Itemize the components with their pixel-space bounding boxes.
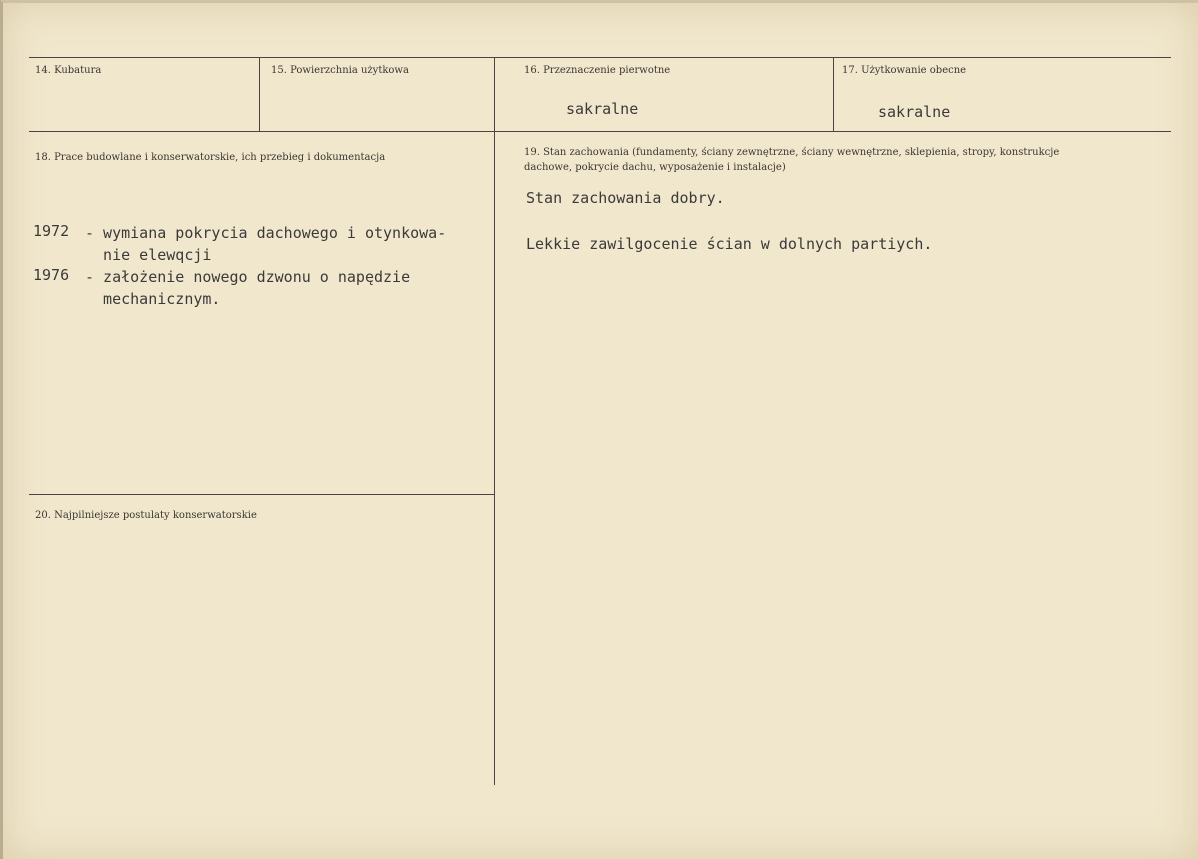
row1-bottom-rule (29, 131, 1171, 132)
field-14-label: 14. Kubatura (35, 65, 102, 76)
field-18-text-1: - wymiana pokrycia dachowego i otynkowa- nie elewqcji (85, 224, 447, 264)
divider-14-15 (259, 57, 260, 131)
field-19-line-1: Stan zachowania dobry. (526, 189, 725, 207)
field-16-label: 16. Przeznaczenie pierwotne (524, 65, 671, 76)
field-17-value: sakralne (878, 103, 951, 121)
field-18-year-2: 1976 (33, 266, 70, 284)
top-rule (29, 57, 1171, 58)
field-19-label: 19. Stan zachowania (fundamenty, ściany zewnętrzne, ściany wewnętrzne, sklepienia, stropy, konstrukcje dachowe, pokrycie dachu, wyposażenie i instalacje) (524, 147, 1060, 173)
field-18-text-2: - założenie nowego dzwonu o napędzie mechanicznym. (85, 268, 411, 308)
divider-16-17 (833, 57, 834, 131)
field-18-year-1: 1972 (33, 222, 70, 240)
section18-bottom-rule (29, 494, 494, 495)
field-16-value: sakralne (566, 100, 639, 118)
field-20-label: 20. Najpilniejsze postulaty konserwatorskie (35, 510, 257, 521)
field-19-line-2: Lekkie zawilgocenie ścian w dolnych partiych. (526, 235, 933, 253)
divider-15-16 (494, 57, 495, 785)
field-18-label: 18. Prace budowlane i konserwatorskie, ich przebieg i dokumentacja (35, 152, 386, 163)
field-17-label: 17. Użytkowanie obecne (842, 65, 967, 76)
field-15-label: 15. Powierzchnia użytkowa (271, 65, 409, 76)
